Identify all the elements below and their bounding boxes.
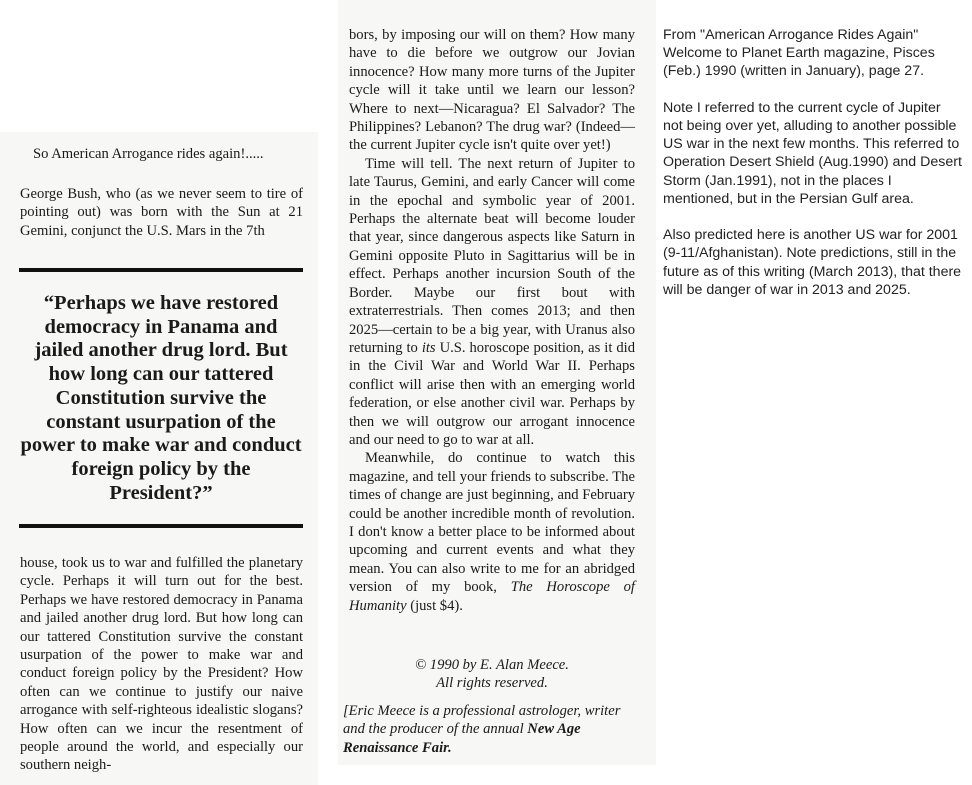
article-column-2 bbox=[349, 26, 635, 615]
jupiter-note: Note I referred to the current cycle of Jupiter not being over yet, alluding to another possible US war in the next few months. This referred to Operation Desert Shield (Aug.1990) and Desert Storm (Jan.1991), not in the places I mentioned, but in the Persian Gulf area. bbox=[663, 99, 962, 207]
pull-quote-top-rule bbox=[19, 268, 303, 272]
book-title: The Horoscope of Humanity bbox=[349, 579, 635, 614]
lead-sentence: So American Arrogance rides again!..... bbox=[33, 146, 264, 162]
bush-paragraph bbox=[20, 185, 303, 240]
meanwhile-text-b: (just $4). bbox=[406, 597, 463, 614]
continuation-text: house, took us to war and fulfilled the planetary cycle. Perhaps it will turn out for the best. Perhaps we have restored democracy in Panama and jailed another drug lord. But how long can our tattered Constitution survive the constant usurpation of the power to make war and conduct foreign policy by the President? How often can we continue to justify our naive arrogance with self-righteous idealistic slogans? How often can we incur the resentment of people around the world, and especially our southern neigh- bbox=[20, 555, 303, 774]
paragraph-neighbors: bors, by imposing our will on them? How many have to die before we outgrow our Jovian innocence? How many more turns of the Jupiter cycle will it take until we learn our lesson? Where to next—Nicaragua? El Salvador? The Philippines? Lebanon? The drug war? (Indeed—the current Jupiter cycle isn't quite over yet!) bbox=[349, 27, 635, 154]
commentary-notes bbox=[663, 26, 963, 317]
copyright-notice bbox=[349, 656, 635, 693]
predictions-note: Also predicted here is another US war for 2001 (9-11/Afghanistan). Note predictions, still in the future as of this writing (March 2013), that there will be danger of war in 2013 and 2025. bbox=[663, 227, 962, 298]
fair-name: New Age Renaissance Fair. bbox=[343, 721, 581, 756]
author-bio bbox=[343, 702, 635, 757]
copyright-line-2: All rights reserved. bbox=[436, 675, 548, 692]
time-will-tell-text-b: U.S. horoscope position, as it did in the Civil War and World War II. Perhaps conflict will arise then with an emerging world federation, or else another civil war. Perhaps by then we will outgrow our arrogant innocence and our need to go to war at all. bbox=[349, 339, 635, 448]
source-note: From "American Arrogance Rides Again" Welcome to Planet Earth magazine, Pisces (Feb.) 1990 (written in January), page 27. bbox=[663, 27, 935, 80]
meanwhile-text-a: Meanwhile, do continue to watch this magazine, and tell your friends to subscribe. The times of change are just beginning, and February could be another incredible month of revolution. I don't know a better place to be informed about upcoming and current events and what they mean. You can also write to me for an abridged version of my book, bbox=[349, 450, 635, 596]
time-will-tell-text-a: Time will tell. The next return of Jupiter to late Taurus, Gemini, and early Cancer will come in the epochal and symbolic year of 2001. Perhaps the alternate beat will become louder that year, since dangerous aspects like Saturn in Gemini opposite Pluto in Sagittarius will be in effect. Perhaps another incursion South of the Border. Maybe our first bout with extraterrestrials. Then comes 2013; and then 2025—certain to be a big year, with Uranus also returning to bbox=[349, 155, 635, 356]
continuation-paragraph bbox=[20, 554, 303, 775]
pull-quote-bottom-rule bbox=[19, 524, 303, 528]
paragraph-time-will-tell bbox=[349, 155, 635, 450]
paragraph-meanwhile bbox=[349, 449, 635, 615]
bush-paragraph-text: George Bush, who (as we never seem to tire of pointing out) was born with the Sun at 21 Gemini, conjunct the U.S. Mars in the 7th bbox=[20, 186, 303, 239]
author-bio-text: [Eric Meece is a professional astrologer, writer and the producer of the annual bbox=[343, 703, 621, 738]
pull-quote: “Perhaps we have restored democracy in Panama and jailed another drug lord. But how long can our tattered Constitution survive the constant usurpation of the power to make war and conduct foreign policy by the President?” bbox=[20, 292, 302, 504]
copyright-line-1: © 1990 by E. Alan Meece. bbox=[415, 657, 569, 673]
its-emphasis: its bbox=[421, 339, 436, 356]
